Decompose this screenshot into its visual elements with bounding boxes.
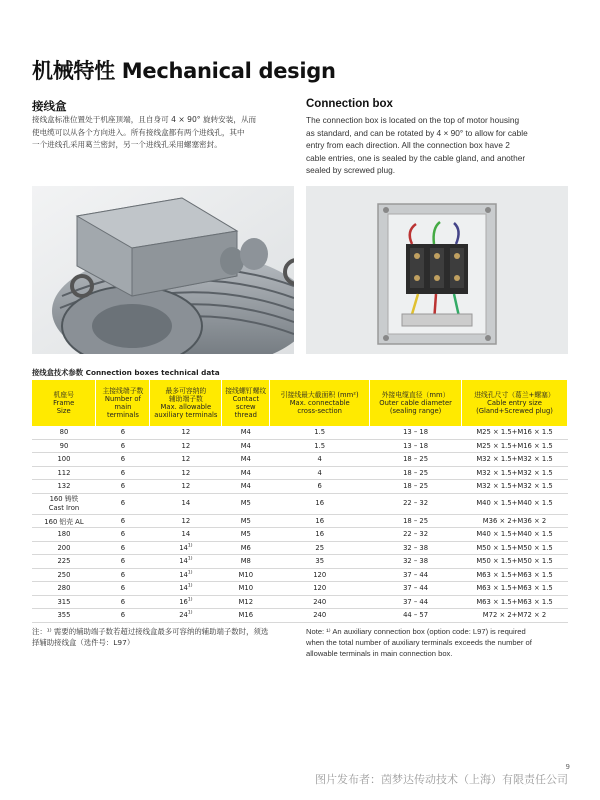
table-cell: 180: [32, 528, 96, 542]
table-row: [32, 453, 568, 467]
table-cell: 1.5: [270, 439, 370, 453]
cn-text-line: 接线盒标准位置处于机座顶端，且自身可 4 × 90° 旋转安装，从而: [32, 115, 257, 124]
table-cell: 112: [32, 466, 96, 480]
table-cell: M4: [222, 480, 270, 494]
motor-photo: [32, 186, 294, 354]
table-row: [32, 541, 568, 555]
table-cell: 4: [270, 453, 370, 467]
note-en-line: allowable terminals in main connection box.: [306, 649, 453, 658]
table-cell: 16: [270, 493, 370, 514]
table-row: [32, 595, 568, 609]
table-cell: 100: [32, 453, 96, 467]
table-cell: 90: [32, 439, 96, 453]
table-cell: 315: [32, 595, 96, 609]
table-cell: M10: [222, 568, 270, 582]
cn-section-text: [32, 114, 302, 152]
en-section-heading: Connection box: [306, 98, 393, 110]
table-cell: 6: [96, 514, 150, 528]
header-cable-diameter: 外接电缆直径（mm） Outer cable diameter (sealing range): [370, 380, 462, 426]
table-cell: 25: [270, 541, 370, 555]
table-cell: 6: [96, 453, 150, 467]
header-screw-thread: 接线螺钉螺纹 Contact screw thread: [222, 380, 270, 426]
table-cell: 16: [270, 514, 370, 528]
table-row: [32, 568, 568, 582]
table-cell: 6: [96, 493, 150, 514]
table-cell: 12: [150, 439, 222, 453]
table-cell: 240: [270, 595, 370, 609]
table-cell: M4: [222, 439, 270, 453]
table-cell: 160 铝壳 AL: [32, 514, 96, 528]
note-cn: [32, 626, 302, 648]
table-cell: M63 × 1.5+M63 × 1.5: [462, 568, 568, 582]
header-aux-terminals: 最多可容纳的 辅助端子数 Max. allowable auxiliary terminals: [150, 380, 222, 426]
table-cell: 280: [32, 582, 96, 596]
table-cell: M32 × 1.5+M32 × 1.5: [462, 480, 568, 494]
table-cell: 14$^{1)}$: [150, 582, 222, 596]
table-cell: M6: [222, 541, 270, 555]
note-en-line: when the total number of auxiliary terminals exceeds the number of: [306, 638, 532, 647]
table-cell: 132: [32, 480, 96, 494]
table-cell: 12: [150, 466, 222, 480]
table-cell: M40 × 1.5+M40 × 1.5: [462, 493, 568, 514]
table-cell: M10: [222, 582, 270, 596]
table-cell: M16: [222, 609, 270, 623]
table-cell: 6: [96, 439, 150, 453]
table-caption: 接线盒技术参数 Connection boxes technical data: [32, 368, 220, 377]
table-cell: 18 – 25: [370, 453, 462, 467]
table-row: [32, 480, 568, 494]
table-cell: M5: [222, 493, 270, 514]
table-cell: 18 – 25: [370, 514, 462, 528]
en-text-line: entry from each direction. All the connection box have 2: [306, 140, 510, 150]
table-cell: M25 × 1.5+M16 × 1.5: [462, 439, 568, 453]
table-cell: 6: [96, 555, 150, 569]
table-cell: 120: [270, 568, 370, 582]
table-cell: M5: [222, 528, 270, 542]
table-cell: 24$^{1)}$: [150, 609, 222, 623]
connection-box-photo: [306, 186, 568, 354]
en-text-line: The connection box is located on the top of motor housing: [306, 115, 520, 125]
table-cell: M32 × 1.5+M32 × 1.5: [462, 453, 568, 467]
table-cell: 6: [96, 595, 150, 609]
table-cell: 16$^{1)}$: [150, 595, 222, 609]
table-cell: 14: [150, 493, 222, 514]
table-cell: 120: [270, 582, 370, 596]
note-cn-line: 择辅助接线盒（选件号：L97）: [32, 638, 135, 647]
table-cell: 6: [96, 426, 150, 439]
table-row: [32, 493, 568, 514]
table-cell: M63 × 1.5+M63 × 1.5: [462, 582, 568, 596]
publisher-footer: 图片发布者：茵梦达传动技术（上海）有限责任公司: [315, 773, 568, 786]
table-cell: 250: [32, 568, 96, 582]
table-cell: M4: [222, 426, 270, 439]
en-section-text: [306, 114, 572, 177]
table-cell: 32 – 38: [370, 555, 462, 569]
table-cell: 6: [96, 528, 150, 542]
page-title: 机械特性 Mechanical design: [32, 59, 336, 83]
en-text-line: cable entries, one is sealed by the cable gland, and another: [306, 152, 526, 163]
table-cell: 160 铸铁 Cast Iron: [32, 493, 96, 514]
table-cell: 80: [32, 426, 96, 439]
table-cell: 6: [96, 609, 150, 623]
table-cell: 22 – 32: [370, 528, 462, 542]
table-cell: M40 × 1.5+M40 × 1.5: [462, 528, 568, 542]
table-cell: M8: [222, 555, 270, 569]
table-cell: 14$^{1)}$: [150, 555, 222, 569]
table-row: [32, 514, 568, 528]
table-row: [32, 466, 568, 480]
table-row: [32, 609, 568, 623]
table-cell: M4: [222, 466, 270, 480]
header-main-terminals: 主接线端子数 Number of main terminals: [96, 380, 150, 426]
note-cn-line: 注：¹⁾ 需要的辅助端子数若超过接线盒最多可容纳的辅助端子数时，须选: [32, 627, 269, 636]
table-cell: 12: [150, 426, 222, 439]
page-number: 9: [565, 763, 570, 771]
table-cell: 1.5: [270, 426, 370, 439]
table-cell: M5: [222, 514, 270, 528]
table-cell: 6: [96, 466, 150, 480]
en-text-line: as standard, and can be rotated by 4 × 90° to allow for cable: [306, 127, 528, 138]
table-cell: 16: [270, 528, 370, 542]
table-cell: 12: [150, 453, 222, 467]
table-cell: 225: [32, 555, 96, 569]
cn-section-heading: 接线盒: [32, 99, 67, 113]
table-cell: 18 – 25: [370, 466, 462, 480]
table-cell: 6: [96, 541, 150, 555]
table-cell: M36 × 2+M36 × 2: [462, 514, 568, 528]
table-cell: 14$^{1)}$: [150, 541, 222, 555]
table-row: [32, 426, 568, 439]
table-cell: 240: [270, 609, 370, 623]
table-row: [32, 555, 568, 569]
en-text-line: sealed by screwed plug.: [306, 165, 396, 175]
table-cell: 6: [270, 480, 370, 494]
table-row: [32, 528, 568, 542]
table-cell: 6: [96, 480, 150, 494]
table-cell: M25 × 1.5+M16 × 1.5: [462, 426, 568, 439]
note-en: [306, 626, 572, 659]
table-row: [32, 439, 568, 453]
table-cell: 18 – 25: [370, 480, 462, 494]
header-cross-section: 引接线最大截面积 (mm²) Max. connectable cross-section: [270, 380, 370, 426]
table-cell: M12: [222, 595, 270, 609]
table-cell: 12: [150, 480, 222, 494]
table-cell: M63 × 1.5+M63 × 1.5: [462, 595, 568, 609]
table-cell: 6: [96, 568, 150, 582]
connection-box-table: [32, 380, 568, 623]
table-cell: M32 × 1.5+M32 × 1.5: [462, 466, 568, 480]
table-header-row: [32, 380, 568, 426]
table-cell: 4: [270, 466, 370, 480]
table-cell: 200: [32, 541, 96, 555]
table-cell: 22 – 32: [370, 493, 462, 514]
table-cell: 6: [96, 582, 150, 596]
table-cell: 37 – 44: [370, 582, 462, 596]
table-cell: 35: [270, 555, 370, 569]
table-cell: 355: [32, 609, 96, 623]
table-cell: M50 × 1.5+M50 × 1.5: [462, 541, 568, 555]
note-en-line: Note: ¹⁾ An auxiliary connection box (option code: L97) is required: [306, 627, 526, 636]
table-cell: 44 – 57: [370, 609, 462, 623]
table-cell: M4: [222, 453, 270, 467]
table-cell: M72 × 2+M72 × 2: [462, 609, 568, 623]
table-cell: 37 – 44: [370, 595, 462, 609]
table-cell: 32 – 38: [370, 541, 462, 555]
table-cell: 13 – 18: [370, 426, 462, 439]
table-cell: 13 – 18: [370, 439, 462, 453]
table-cell: M50 × 1.5+M50 × 1.5: [462, 555, 568, 569]
table-cell: 14: [150, 528, 222, 542]
table-cell: 12: [150, 514, 222, 528]
header-cable-entry: 进线孔尺寸（葛兰+螺塞） Cable entry size (Gland+Screwed plug): [462, 380, 568, 426]
cn-text-line: 使电缆可以从各个方向进入。所有接线盒都有两个进线孔，其中: [32, 127, 245, 137]
cn-text-line: 一个进线孔采用葛兰密封，另一个进线孔采用螺塞密封。: [32, 140, 222, 149]
header-frame-size: 机座号 Frame Size: [32, 380, 96, 426]
table-cell: 37 – 44: [370, 568, 462, 582]
table-cell: 14$^{1)}$: [150, 568, 222, 582]
table-row: [32, 582, 568, 596]
